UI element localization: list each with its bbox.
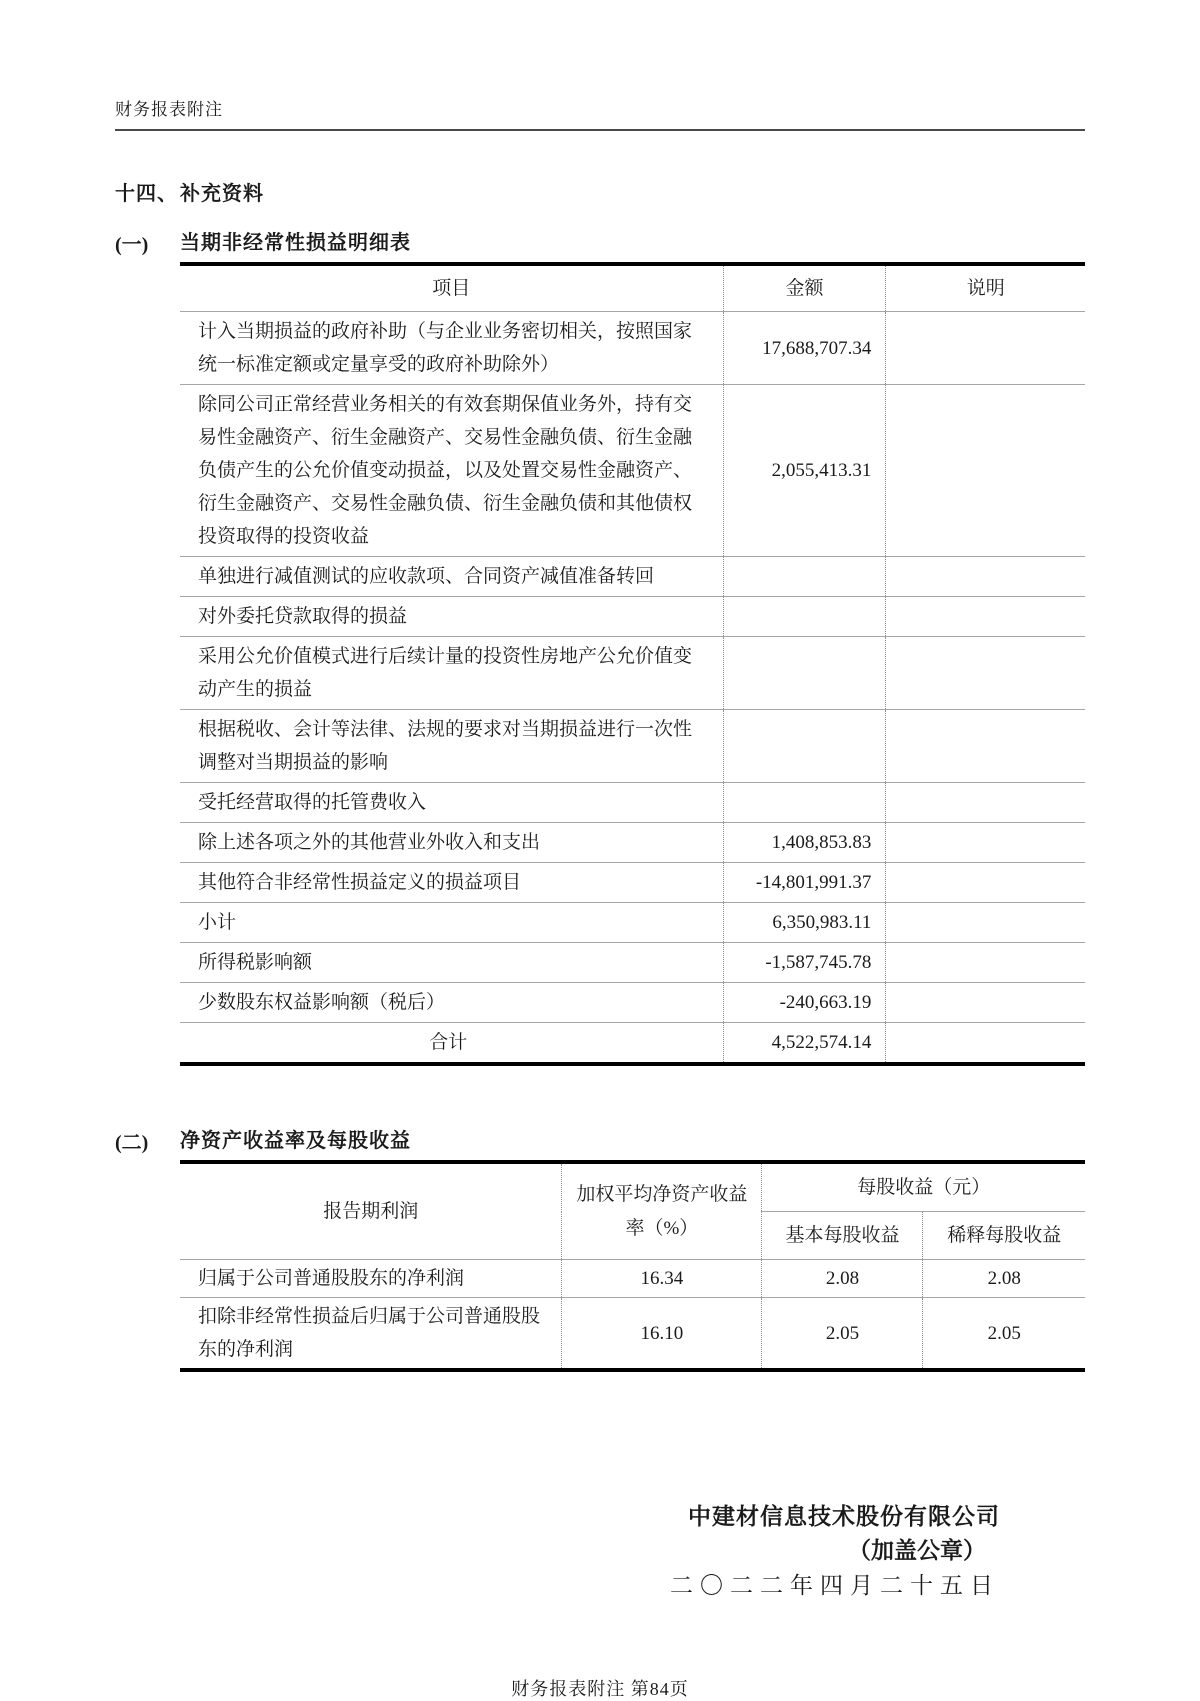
amount-cell xyxy=(723,710,886,783)
nonrecurring-items-table xyxy=(180,266,1085,1066)
diluted-eps-cell: 2.08 xyxy=(923,1260,1085,1298)
table-row xyxy=(180,597,1085,637)
roe-eps-table xyxy=(180,1164,1085,1372)
table-row xyxy=(180,983,1085,1023)
column-header-basic-eps: 基本每股收益 xyxy=(762,1212,923,1260)
roe-cell: 16.10 xyxy=(562,1298,762,1371)
note-cell xyxy=(886,312,1085,385)
basic-eps-cell: 2.05 xyxy=(762,1298,923,1371)
table-row xyxy=(180,1260,1085,1298)
column-header-eps-group: 每股收益（元） xyxy=(762,1164,1085,1212)
column-header-profit: 报告期利润 xyxy=(323,1201,419,1222)
page-footer: 财务报表附注 第84页 xyxy=(511,1679,689,1699)
table-row xyxy=(180,1298,1085,1371)
column-header-amount: 金额 xyxy=(723,266,886,312)
item-cell: 小计 xyxy=(180,903,723,943)
item-cell: 对外委托贷款取得的损益 xyxy=(180,597,723,637)
note-cell xyxy=(886,983,1085,1023)
note-cell xyxy=(886,823,1085,863)
amount-cell xyxy=(723,637,886,710)
note-cell xyxy=(886,637,1085,710)
subsection-eps xyxy=(115,1124,1085,1372)
item-cell: 受托经营取得的托管费收入 xyxy=(180,783,723,823)
table-row xyxy=(180,783,1085,823)
subsection-1-title: 当期非经常性损益明细表 xyxy=(180,226,1085,266)
table-row xyxy=(180,903,1085,943)
item-cell: 计入当期损益的政府补助（与企业业务密切相关，按照国家统一标准定额或定量享受的政府补助除外） xyxy=(198,321,693,375)
item-cell: 单独进行减值测试的应收款项、合同资产减值准备转回 xyxy=(180,557,723,597)
total-label-cell: 合计 xyxy=(180,1023,723,1065)
signature-company: 中建材信息技术股份有限公司 xyxy=(688,1504,1000,1529)
item-cell: 少数股东权益影响额（税后） xyxy=(180,983,723,1023)
item-cell: 扣除非经常性损益后归属于公司普通股股东的净利润 xyxy=(180,1298,562,1371)
column-header-diluted-eps: 稀释每股收益 xyxy=(923,1212,1085,1260)
amount-cell: 17,688,707.34 xyxy=(723,312,886,385)
basic-eps-cell: 2.08 xyxy=(762,1260,923,1298)
table-row xyxy=(180,557,1085,597)
amount-cell xyxy=(723,783,886,823)
diluted-eps-cell: 2.05 xyxy=(923,1298,1085,1371)
item-cell: 其他符合非经常性损益定义的损益项目 xyxy=(180,863,723,903)
item-cell: 归属于公司普通股股东的净利润 xyxy=(198,1268,465,1289)
signature-seal: （加盖公章） xyxy=(848,1538,986,1563)
total-note-cell xyxy=(886,1023,1085,1065)
item-cell: 除上述各项之外的其他营业外收入和支出 xyxy=(180,823,723,863)
amount-cell xyxy=(723,597,886,637)
subsection-1-number: (一) xyxy=(115,234,149,256)
signature-block xyxy=(115,1500,1000,1603)
section-title: 补充资料 xyxy=(180,183,264,205)
table-header-row xyxy=(180,1164,1085,1212)
amount-cell: -1,587,745.78 xyxy=(723,943,886,983)
column-header-item: 项目 xyxy=(180,266,723,312)
table-row xyxy=(180,943,1085,983)
note-cell xyxy=(886,385,1085,557)
table-row xyxy=(180,823,1085,863)
page-header-title: 财务报表附注 xyxy=(115,95,1085,131)
subsection-2-title: 净资产收益率及每股收益 xyxy=(180,1124,1085,1164)
note-cell xyxy=(886,557,1085,597)
roe-header-line2: 率（%） xyxy=(625,1217,699,1239)
table-row xyxy=(180,312,1085,385)
note-cell xyxy=(886,903,1085,943)
amount-cell: 6,350,983.11 xyxy=(723,903,886,943)
subsection-nonrecurring xyxy=(115,226,1085,1066)
table-header-row xyxy=(180,266,1085,312)
amount-cell xyxy=(723,557,886,597)
roe-header-line1: 加权平均净资产收益 xyxy=(576,1183,748,1205)
table-row xyxy=(180,710,1085,783)
item-cell: 除同公司正常经营业务相关的有效套期保值业务外，持有交易性金融资产、衍生金融资产、交易性金融负债、衍生金融负债产生的公允价值变动损益，以及处置交易性金融资产、衍生金融资产、交易性金融负债、衍生金融负债和其他债权投资取得的投资收益 xyxy=(180,385,723,557)
item-cell: 根据税收、会计等法律、法规的要求对当期损益进行一次性调整对当期损益的影响 xyxy=(180,710,723,783)
amount-cell: 2,055,413.31 xyxy=(723,385,886,557)
roe-cell: 16.34 xyxy=(562,1260,762,1298)
item-cell: 采用公允价值模式进行后续计量的投资性房地产公允价值变动产生的损益 xyxy=(180,637,723,710)
note-cell xyxy=(886,710,1085,783)
note-cell xyxy=(886,597,1085,637)
section-heading xyxy=(115,177,1085,206)
signature-date: 二〇二二年四月二十五日 xyxy=(670,1573,1000,1598)
column-header-roe xyxy=(562,1164,762,1260)
item-cell: 所得税影响额 xyxy=(180,943,723,983)
subsection-2-number: (二) xyxy=(115,1132,149,1154)
column-header-note: 说明 xyxy=(886,266,1085,312)
table-row xyxy=(180,863,1085,903)
table-row xyxy=(180,637,1085,710)
note-cell xyxy=(886,783,1085,823)
amount-cell: -14,801,991.37 xyxy=(723,863,886,903)
note-cell xyxy=(886,943,1085,983)
total-amount-cell: 4,522,574.14 xyxy=(723,1023,886,1065)
table-total-row xyxy=(180,1023,1085,1065)
amount-cell: 1,408,853.83 xyxy=(723,823,886,863)
section-number: 十四、 xyxy=(115,183,178,205)
amount-cell: -240,663.19 xyxy=(723,983,886,1023)
note-cell xyxy=(886,863,1085,903)
table-row xyxy=(180,385,1085,557)
